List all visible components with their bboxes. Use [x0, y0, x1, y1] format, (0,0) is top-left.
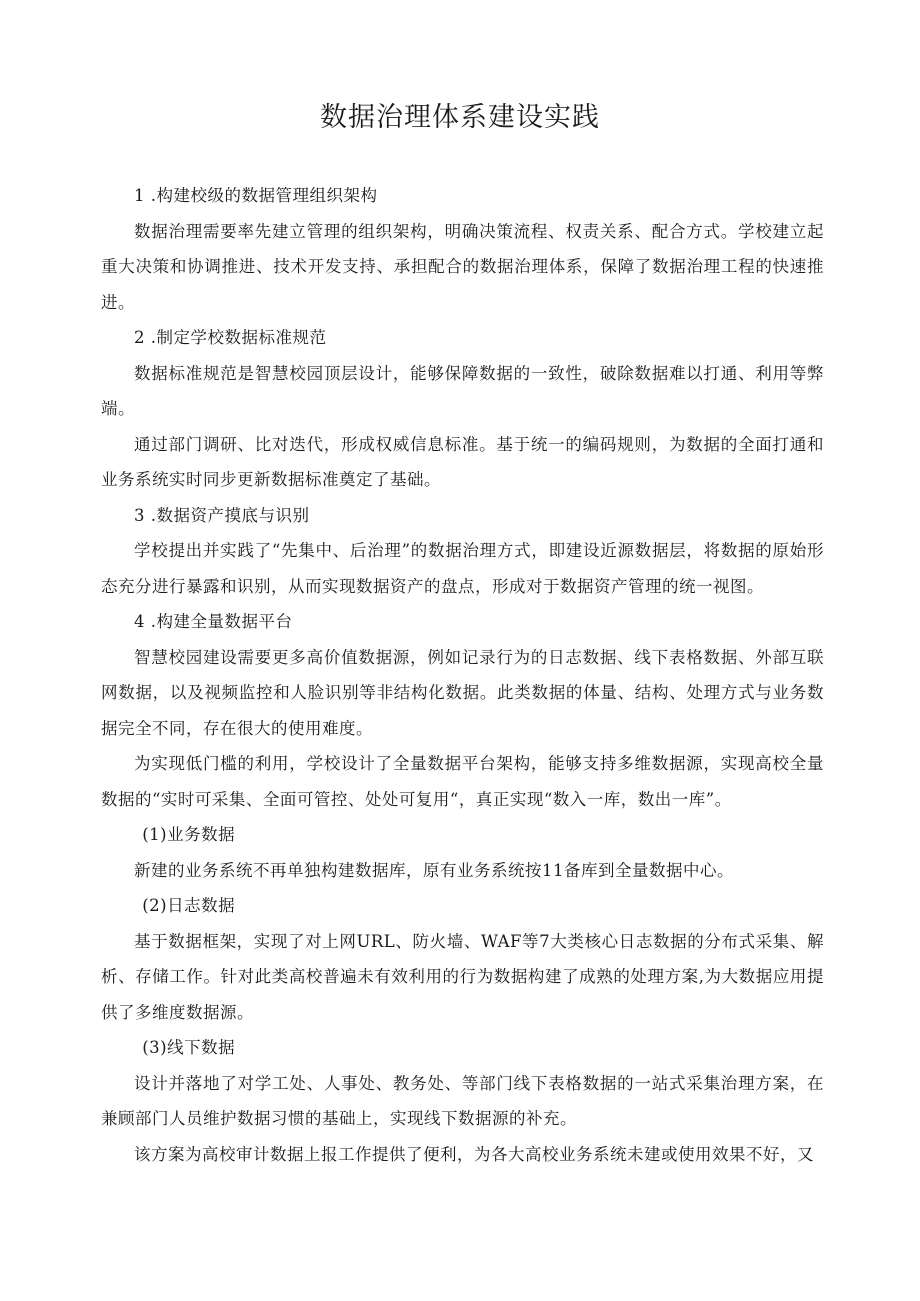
subsection-heading: (2)日志数据 [142, 896, 236, 915]
paragraph: 学校提出并实践了“先集中、后治理”的数据治理方式，即建设近源数据层，将数据的原始形态充分进行暴露和识别，从而实现数据资产的盘点，形成对于数据资产管理的统一视图。 [101, 541, 824, 596]
paragraph: 通过部门调研、比对迭代，形成权威信息标准。基于统一的编码规则，为数据的全面打通和业务系统实时同步更新数据标准奠定了基础。 [101, 434, 824, 489]
section-heading: 1 .构建校级的数据管理组织架构 [134, 186, 378, 205]
paragraph: 为实现低门槛的利用，学校设计了全量数据平台架构，能够支持多维数据源，实现高校全量数据的“实时可采集、全面可管控、处处可复用“，真正实现“数入一库，数出一库”。 [101, 754, 824, 809]
paragraph: 数据标准规范是智慧校园顶层设计，能够保障数据的一致性，破除数据难以打通、利用等弊端。 [101, 363, 824, 418]
paragraph: 新建的业务系统不再单独构建数据库，原有业务系统按11备库到全量数据中心。 [134, 860, 734, 880]
document-body [101, 178, 824, 1172]
document-title: 数据治理体系建设实践 [320, 102, 600, 133]
paragraph: 该方案为高校审计数据上报工作提供了便利，为各大高校业务系统未建或使用效果不好，又 [134, 1144, 814, 1164]
paragraph: 设计并落地了对学工处、人事处、教务处、等部门线下表格数据的一站式采集治理方案，在兼顾部门人员维护数据习惯的基础上，实现线下数据源的补充。 [101, 1073, 824, 1128]
subsection-heading: (1)业务数据 [142, 825, 236, 844]
section-heading: 3 .数据资产摸底与识别 [134, 505, 310, 525]
paragraph: 智慧校园建设需要更多高价值数据源，例如记录行为的日志数据、线下表格数据、外部互联网数据，以及视频监控和人脸识别等非结构化数据。此类数据的体量、结构、处理方式与业务数据完全不同，存在很大的使用难度。 [101, 647, 824, 738]
paragraph: 数据治理需要率先建立管理的组织架构，明确决策流程、权责关系、配合方式。学校建立起重大决策和协调推进、技术开发支持、承担配合的数据治理体系，保障了数据治理工程的快速推进。 [101, 221, 824, 312]
section-heading: 2 .制定学校数据标准规范 [134, 328, 327, 347]
subsection-heading: (3)线下数据 [142, 1038, 236, 1057]
section-heading: 4 .构建全量数据平台 [134, 612, 293, 631]
paragraph: 基于数据框架，实现了对上网URL、防火墙、WAF等7大类核心日志数据的分布式采集、解析、存储工作。针对此类高校普遍未有效利用的行为数据构建了成熟的处理方案,为大数据应用提供了多维度数据源。 [101, 931, 824, 1022]
